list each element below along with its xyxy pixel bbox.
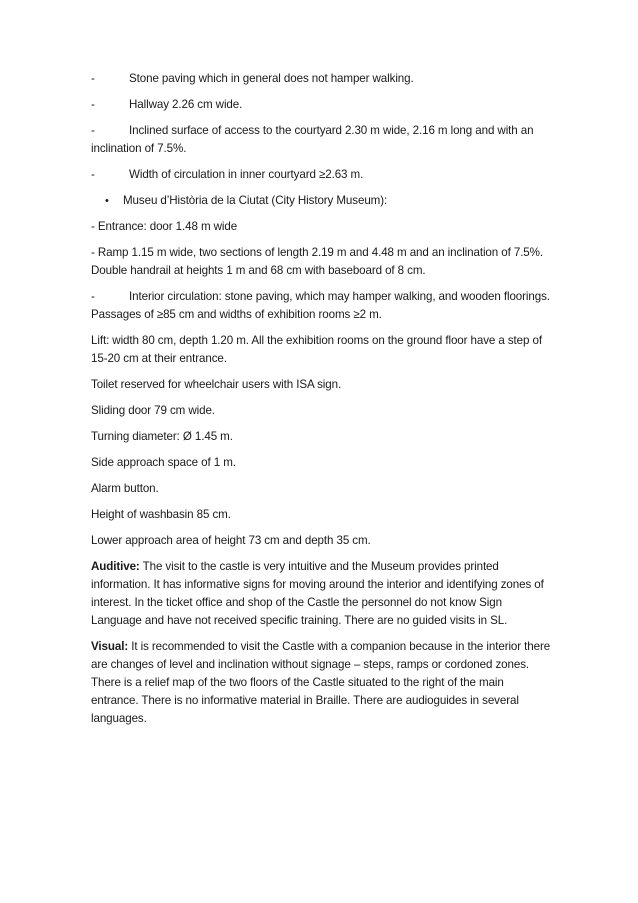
auditive-text: The visit to the castle is very intuitive and the Museum provides printed information. It has informative signs for moving around the interior and identifying zones of interest. In the ticket office and shop of the Castle the personnel do not know Sign Language and have not received specific training. There are no guided visits in SL. (91, 560, 544, 627)
paragraph-lower-approach: Lower approach area of height 73 cm and depth 35 cm. (91, 534, 371, 547)
paragraph-alarm: Alarm button. (91, 482, 159, 495)
paragraph-lift: Lift: width 80 cm, depth 1.20 m. All the exhibition rooms on the ground floor have a step of 15-20 cm at their entrance. (91, 334, 542, 365)
paragraph-washbasin: Height of washbasin 85 cm. (91, 508, 231, 521)
list-item-text: Hallway 2.26 cm wide. (129, 98, 243, 111)
paragraph-entrance: - Entrance: door 1.48 m wide (91, 220, 238, 233)
paragraph-auditive (91, 558, 553, 630)
document-body (91, 70, 553, 736)
bullet-item-text: Museu d’Història de la Ciutat (City History Museum): (123, 194, 388, 207)
dash-marker: - (91, 98, 95, 111)
list-item-text: Inclined surface of access to the courtyard 2.30 m wide, 2.16 m long and with an inclination of 7.5%. (91, 124, 534, 155)
paragraph-toilet: Toilet reserved for wheelchair users with ISA sign. (91, 378, 342, 391)
dash-marker: - (91, 290, 95, 303)
list-item-hallway (91, 96, 553, 114)
auditive-heading: Auditive: (91, 560, 140, 573)
list-item-text: Interior circulation: stone paving, which may hamper walking, and wooden floorings. Passages of ≥85 cm and widths of exhibition rooms ≥2 m. (91, 290, 550, 321)
bullet-marker: • (105, 195, 109, 207)
list-item-inclined-surface (91, 122, 553, 158)
list-item-stone-paving (91, 70, 553, 88)
paragraph-ramp: - Ramp 1.15 m wide, two sections of length 2.19 m and 4.48 m and an inclination of 7.5%. Double handrail at heights 1 m and 68 cm with baseboard of 8 cm. (91, 246, 543, 277)
bullet-item-museum (91, 192, 553, 210)
paragraph-sliding-door: Sliding door 79 cm wide. (91, 404, 215, 417)
list-item-interior-circulation (91, 288, 553, 324)
list-item-text: Width of circulation in inner courtyard ≥2.63 m. (129, 168, 364, 181)
dash-marker: - (91, 124, 95, 137)
paragraph-visual (91, 638, 553, 728)
paragraph-side-approach: Side approach space of 1 m. (91, 456, 236, 469)
paragraph-turning-diameter: Turning diameter: Ø 1.45 m. (91, 430, 233, 443)
list-item-courtyard-width (91, 166, 553, 184)
dash-marker: - (91, 72, 95, 85)
dash-marker: - (91, 168, 95, 181)
list-item-text: Stone paving which in general does not hamper walking. (129, 72, 414, 85)
visual-heading: Visual: (91, 640, 129, 653)
visual-text: It is recommended to visit the Castle with a companion because in the interior there are changes of level and inclination without signage – steps, ramps or cordoned zones. There is a relief map of the two floors of the Castle situated to the right of the main entrance. There is no informative material in Braille. There are audioguides in several languages. (91, 640, 551, 725)
